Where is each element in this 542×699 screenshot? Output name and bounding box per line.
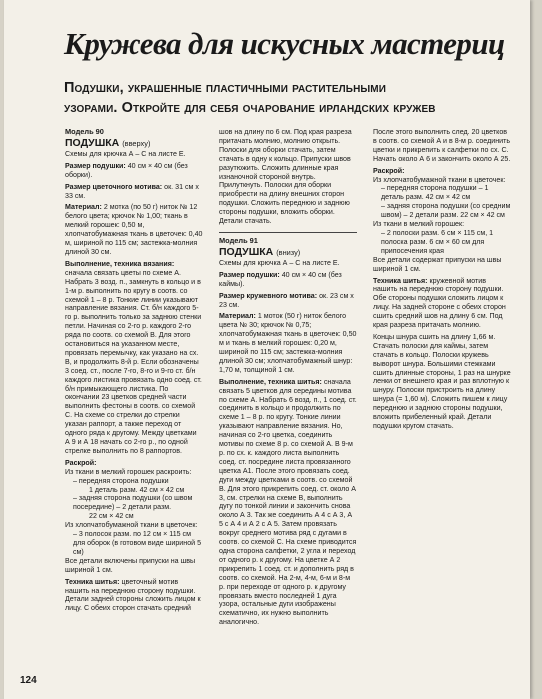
column-1: [65, 128, 203, 616]
model-90-title-text: ПОДУШКА: [65, 136, 120, 149]
model-91-cut-item: – задняя сторона подушки (со средним швом) – 2 детали разм. 22 см × 42 см: [381, 202, 511, 220]
model-91-label: Модель 91: [219, 235, 258, 245]
column-2: [219, 128, 357, 630]
model-90-cut-item-2: – 3 полосок разм. по 12 см × 115 см для оборок (в готовом виде шириной 5 см): [73, 530, 202, 556]
model-90-technique: Выполнение, техника вязания: сначала связать цветы по схеме А. Набрать 3 возд. п., замкнуть в кольцо и в 1-м р. выполнить по кругу в соотв. со схемой 1 – 8 р. Тонкие линии указывают направление вязания. Ст. б/н каждого 5-го р. выполнить только за заднюю стенки петли. Начиная со 2-го р. каждого 2-го ряда по соотв. со схемой В. Для этого остановиться на указанном месте, провязать перемычку, как указано на сх. В, и продолжить 8-й р. Если обозначены 3 соед. ст., после 7-го, 8-го и 9-го ст. б/н каждого листика провязать одно соед. ст. б/н примыкающего листика. По окончании 23 цветков средней части выполнить фестоны в соотв. со схемой С. На схеме со стрелки до стрелки указан раппорт, а также переход от одного ряда к другому. Между цветками А 9 и А 18 начать со 2-го р., по одной стрелке выполнить по 8 раппортов.: [65, 259, 202, 455]
section-divider: [219, 232, 357, 233]
model-90-cut-intro-2: Из хлопчатобумажной ткани в цветочек:: [65, 521, 198, 530]
model-90-cut-item: 22 см × 42 см: [89, 512, 134, 521]
model-90-allowance: Все детали включены припуски на швы шириной 1 см.: [65, 556, 196, 574]
model-91-material: Материал: 1 моток (50 г) ниток белого цвета № 30; крючок № 0,75; хлопчатобумажная ткань в цветочек: 0,50 м и ткань в мелкий горошек: 0,20 м, шириной по 115 см; застежка-молния длиной 30 см; хлопчатобумажный шнур: 1,70 м, толщиной 1 см.: [219, 312, 357, 374]
magazine-page: [4, 0, 530, 699]
page-title: Кружева для искусных мастериц: [64, 26, 505, 61]
model-90-material: Материал: 2 мотка (по 50 г) ниток № 12 белого цвета; крючок № 1,00; ткань в мелкий горошек: 0,50 м, хлопчатобумажная ткань в цветочек: 0,40 м, шириной по 115 см; застежка-молния длиной 30 см.: [65, 203, 203, 256]
model-90-cut-item: – задняя сторона подушки (со швом посередине) – 2 детали разм.: [73, 494, 193, 512]
model-91-technique: Выполнение, техника шитья: сначала связать 5 цветков для середины мотива по схеме А. Набрать 6 возд. п., 1 соед. ст. соединить в кольцо и продолжить по схеме 1 – 8 р. по кругу. Тонкие линии указывают направление вязания. Но, начиная со 2-го цветка, соединить мотивы по схеме 8 р. со схемой А. В 9-м р. по сх. к. каждого листа выполнить соед. ст. посредине листа провязанного цветка А1. После этого провязать соед. дуги между цветками в соотв. со схемой В. Для этого прикрепить соед. ст. около А 3, см. стрелки на схеме В, выполнить дугу по тонкой линии и закончить снова около А 3. Так же соединить А 4 с А 3, А 5 с А 4 и А 2 с А 5. Затем провязать вокруг среднего мотива ряд с дугами в соотв. со схемой С. На схеме приводится одна сторона салфетки, 2 угла и переход от одного р. к другому. На цветке А 2 прикрепить 1 соед. ст. и дополнить ряд в соотв. со схемой. На 2-м, 4-м, 6-м и 8-м р. при переходе от одного р. к другому провязать вместо последней 1 дуга узора, остальные дуги изображены схематично, их нужно выполнить аналогично.: [219, 377, 357, 627]
model-91-cut-item-2: – 2 полоски разм. 6 см × 115 см, 1 полоска разм. 6 см × 60 см для припосечения края: [381, 228, 494, 255]
model-90-cut-item: – передняя сторона подушки: [73, 476, 169, 485]
model-91-sewing: Техника шитья: кружевной мотив нашить на переднюю сторону подушки. Обе стороны подушки сложить лицом к лицу. На задней стороне с обеих сторон сшить средний шов на длину 6 см. Под края разреза притачать молнию.: [373, 276, 506, 330]
model-91-title-text: ПОДУШКА: [219, 245, 274, 258]
model-91-motif-size: Размер кружевного мотива: ок. 23 см х 23 см.: [219, 291, 354, 309]
model-91-cut-item: – передняя сторона подушки – 1 деталь разм. 42 см × 42 см: [381, 184, 489, 202]
model-90-cut-item: 1 деталь разм. 42 см × 42 см: [89, 485, 185, 494]
model-91-size: Размер подушки: 40 см × 40 см (без каймы).: [219, 270, 342, 288]
model-91-title: [219, 246, 357, 259]
model-91-allowance: Все детали содержат припуски на швы шириной 1 см.: [373, 255, 502, 273]
subtitle-line-1: Подушки, украшенные пластичными растительными: [64, 80, 386, 96]
model-90-cut-intro: Из ткани в мелкий горошек раскроить:: [65, 467, 192, 476]
model-90-title-sub: (вверху): [122, 138, 151, 148]
model-91-technique-cont: После этого выполнить след. 20 цветков в соотв. со схемой А и в 8-м р. соединить цветки и прикрепить к салфетки по сх. С. Начать около А 6 и закончить около А 25.: [373, 128, 511, 163]
model-91-title-sub: (внизу): [276, 247, 301, 257]
model-90-size: Размер подушки: 40 см × 40 см (без оборки).: [65, 161, 188, 179]
page-subtitle: [64, 78, 519, 118]
model-90-motif-size: Размер цветочного мотива: ок. 31 см х 33 см.: [65, 182, 199, 200]
model-91-sewing-cont: Концы шнура сшить на длину 1,66 м. Стачать полоски для каймы, затем стачать в кольцо. Полоски кружевь выворот шнура. Большими стежками сшить длинные стороны, 1 раз на шнурке ленки от внешнего края и раз вплотную к шнуру. Полоски пристроить на длину шнура (= 1,60 м). Сложить пишем к лицу переднюю и заднюю стороны подушки, вложить прибеленный край. Детали подушки кругом стачать.: [373, 332, 511, 430]
model-91-cut-intro: Из хлопчатобумажной ткани в цветочек:: [373, 175, 506, 184]
model-91-scheme: Схемы для крючка А – С на листе Е.: [219, 258, 340, 267]
model-91-cut-label: Раскрой:: [373, 166, 405, 175]
subtitle-line-2: узорами. Откройте для себя очарование ирландских кружев: [64, 100, 436, 116]
model-91-cut-intro-2: Из ткани в мелкий горошек:: [373, 220, 465, 229]
page-number: 124: [20, 675, 37, 686]
model-90-sewing-cont: шов на длину по 6 см. Под края разреза притачать молнию, молнию открыть. Полоски для оборки стачать, затем стачать в одну к кольцо. Припуски швов разутюжить. Сложить длинные края изнаночной стороной внутрь. Прилуткнуть. Полоски для оборки приобрести на длину внешних сторон подушки. Сложить переднюю и заднюю стороны подушки, вложить оборки. Детали стачать.: [219, 128, 352, 226]
model-90-scheme: Схемы для крючка А – С на листе Е.: [65, 149, 186, 158]
model-90-cut-label: Раскрой:: [65, 458, 97, 467]
model-90-label: Модель 90: [65, 127, 104, 136]
model-90-title: [65, 137, 203, 150]
column-3: [373, 128, 511, 434]
model-90-sewing: Техника шитья: цветочный мотив нашить на переднюю сторону подушки. Детали задней стороны сложить лицом к лицу. С обеих сторон стачать средний: [65, 577, 201, 613]
